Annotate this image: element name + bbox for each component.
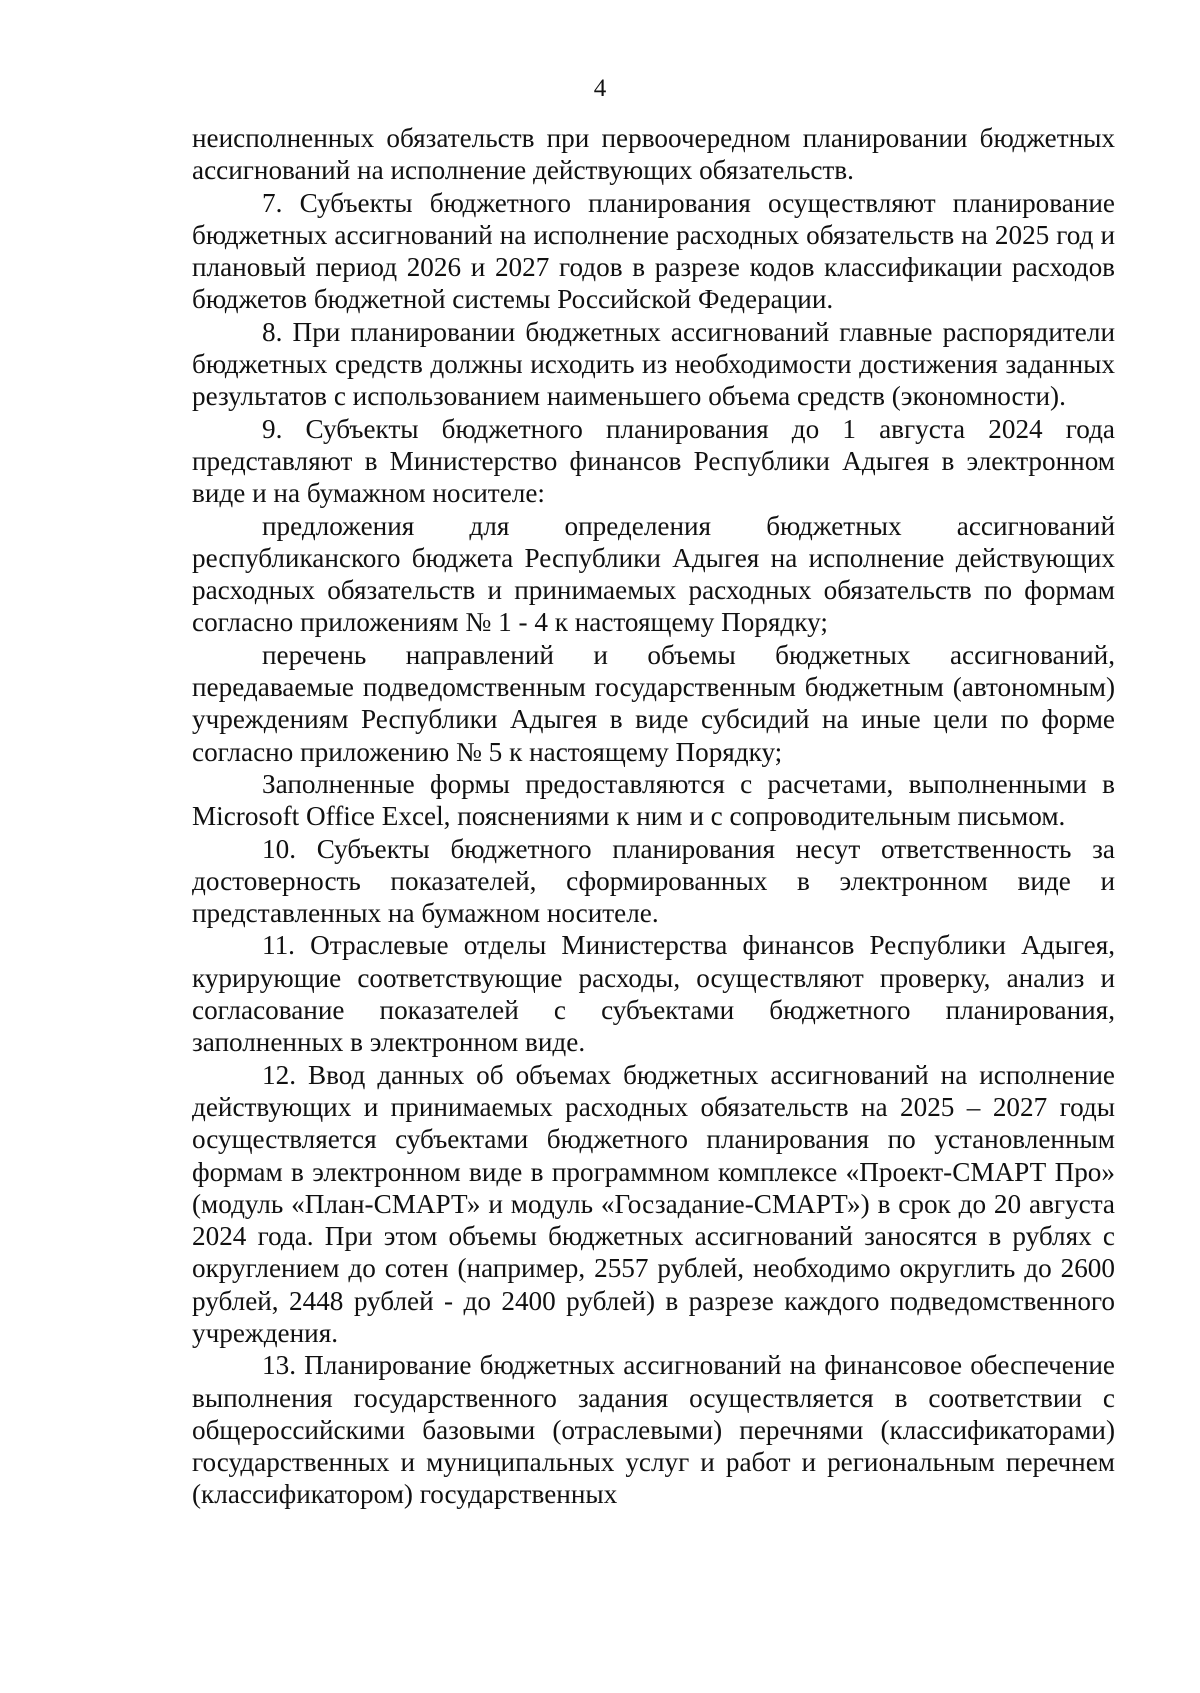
page-number: 4 xyxy=(593,75,607,102)
paragraph-item-8: 8. При планировании бюджетных ассигнований главные распорядители бюджетных средств должны исходить из необходимости достижения заданных результатов с использованием наименьшего объема средств (экономности). xyxy=(192,316,1115,412)
paragraph-item-10: 10. Субъекты бюджетного планирования несут ответственность за достоверность показателей, сформированных в электронном виде и представленных на бумажном носителе. xyxy=(192,833,1115,929)
paragraph-item-9: 9. Субъекты бюджетного планирования до 1 августа 2024 года представляют в Министерство финансов Республики Адыгея в электронном виде и на бумажном носителе: xyxy=(192,413,1115,509)
paragraph-item-13: 13. Планирование бюджетных ассигнований на финансовое обеспечение выполнения государственного задания осуществляется в соответствии с общероссийскими базовыми (отраслевыми) перечнями (классификаторами) государственных и муниципальных услуг и работ и региональным перечнем (классификатором) государственных xyxy=(192,1350,1115,1510)
paragraph-item-11: 11. Отраслевые отделы Министерства финансов Республики Адыгея, курирующие соответствующие расходы, осуществляют проверку, анализ и согласование показателей с субъектами бюджетного планирования, заполненных в электронном виде. xyxy=(192,930,1115,1058)
document-body xyxy=(192,122,1115,1511)
paragraph-item-7: 7. Субъекты бюджетного планирования осуществляют планирование бюджетных ассигнований на исполнение расходных обязательств на 2025 год и плановый период 2026 и 2027 годов в разрезе кодов классификации расходов бюджетов бюджетной системы Российской Федерации. xyxy=(192,187,1115,315)
paragraph-item-9-proposals: предложения для определения бюджетных ассигнований республиканского бюджета Республики Адыгея на исполнение действующих расходных обязательств и принимаемых расходных обязательств по формам согласно приложениям № 1 - 4 к настоящему Порядку; xyxy=(192,510,1115,638)
paragraph-item-12: 12. Ввод данных об объемах бюджетных ассигнований на исполнение действующих и принимаемых расходных обязательств на 2025 – 2027 годы осуществляется субъектами бюджетного планирования по установленным формам в электронном виде в программном комплексе «Проект-СМАРТ Про» (модуль «План-СМАРТ» и модуль «Госзадание-СМАРТ») в срок до 20 августа 2024 года. При этом объемы бюджетных ассигнований заносятся в рублях с округлением до сотен (например, 2557 рублей, необходимо округлить до 2600 рублей, 2448 рублей - до 2400 рублей) в разрезе каждого подведомственного учреждения. xyxy=(192,1059,1115,1348)
paragraph-filled-forms: Заполненные формы предоставляются с расчетами, выполненными в Microsoft Office Excel, пояснениями к ним и с сопроводительным письмом. xyxy=(192,768,1115,832)
paragraph-item-9-subsidies: перечень направлений и объемы бюджетных ассигнований, передаваемые подведомственным государственным бюджетным (автономным) учреждениям Республики Адыгея в виде субсидий на иные цели по форме согласно приложению № 5 к настоящему Порядку; xyxy=(192,639,1115,767)
paragraph-continuation: неисполненных обязательств при первоочередном планировании бюджетных ассигнований на исполнение действующих обязательств. xyxy=(192,123,1115,186)
